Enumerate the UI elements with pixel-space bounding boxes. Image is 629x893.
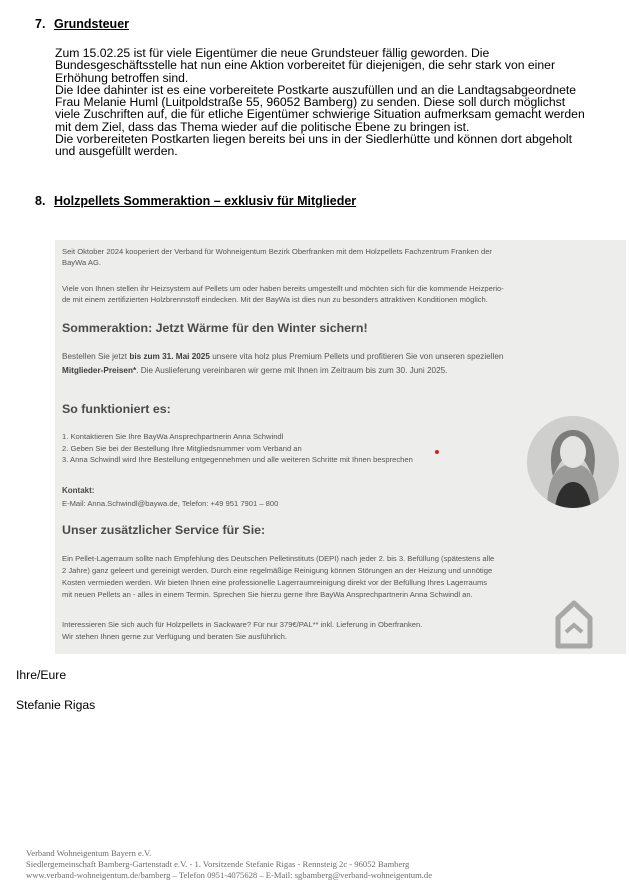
footer-line-1: Verband Wohneigentum Bayern e.V.: [26, 848, 152, 858]
section-7-paragraph-2: Die Idee dahinter ist es eine vorbereitete Postkarte auszufüllen und an die Landtagsabgeordnete Frau Melanie Huml (Luitpoldstraße 55, 96052 Bamberg) zu senden. Diese soll durch möglichst viele Zuschriften auf, die für etliche Eigentümer schwierige Situation aufmerksam gemacht werden mit dem Ziel, dass das Thema wieder auf die politische Ebene zu bringen ist.: [55, 82, 585, 134]
signatory-name: Stefanie Rigas: [16, 698, 96, 712]
section-7-number: 7.: [35, 17, 46, 31]
flyer-contact-line: E-Mail: Anna.Schwindl@baywa.de, Telefon: +49 951 7901 – 800: [62, 499, 279, 508]
red-dot-mark: [435, 450, 439, 454]
flyer-heading-sommeraktion: Sommeraktion: Jetzt Wärme für den Winter sichern!: [62, 321, 368, 335]
closing-greeting: Ihre/Eure: [16, 668, 67, 682]
flyer-service-text: Ein Pellet-Lagerraum sollte nach Empfehlung des Deutschen Pelletinstituts (DEPI) nach jeder 2. bis 3. Befüllung (spätestens alle 2 Jahre) ganz geleert und gereinigt werden. Durch eine regelmäßige Reinigung können Störungen an der Heizung und unnötige Kosten vermieden werden. Wir bieten Ihnen eine professionelle Lagerraumreinigung direkt vor der Befüllung Ihres Lagerraums mit neuen Pellets an - alles in einem Termin. Sprechen Sie hierzu gerne Ihre BayWa Ansprechpartnerin Anna Schwindl an.: [62, 554, 495, 599]
section-7-title: Grundsteuer: [54, 17, 130, 31]
flyer-step: 2. Geben Sie bei der Bestellung Ihre Mitgliedsnummer vom Verband an: [62, 443, 302, 453]
flyer-step: 3. Anna Schwindl wird Ihre Bestellung entgegennehmen und alle weiteren Schritte mit Ihnen besprechen: [62, 455, 413, 464]
section-7-paragraph-3: Die vorbereiteten Postkarten liegen bereits bei uns in der Siedlerhütte und können dort abgeholt und ausgefüllt werden.: [55, 132, 572, 159]
section-7-paragraph-1: Zum 15.02.25 ist für viele Eigentümer die neue Grundsteuer fällig geworden. Die Bundesgeschäftsstelle hat nun eine Aktion vorbereitet für diejenigen, die sehr stark von einer Erhöhung betroffen sind.: [55, 46, 555, 85]
flyer-steps-list: [62, 431, 413, 466]
contact-person-photo: [527, 416, 619, 508]
person-portrait-icon: [527, 416, 619, 508]
flyer-closing-text: Interessieren Sie sich auch für Holzpellets in Sackware? Für nur 379€/PAL** inkl. Lieferung in Oberfranken. Wir stehen Ihnen gerne zur Verfügung und beraten Sie ausführlich.: [62, 620, 423, 641]
letter-footer: [26, 848, 616, 881]
section-8-heading: [35, 194, 356, 208]
flyer-intro-2: Viele von Ihnen stellen ihr Heizsystem auf Pellets um oder haben bereits umgestellt und möchten sich für die kommende Heizperio- de mit einem zertifizierten Holzbrennstoff eindecken. Mit der BayWa ist dies nun zu besonders attraktiven Konditionen möglich.: [62, 284, 504, 304]
footer-line-3: www.verband-wohneigentum.de/bamberg – Telefon 0951-4075628 – E-Mail: sgbamberg@verband-wohneigentum.de: [26, 870, 433, 880]
flyer-offer-text: Bestellen Sie jetzt bis zum 31. Mai 2025 unsere vita holz plus Premium Pellets und profitieren Sie von unseren speziellen Mitglieder-Preisen*. Die Auslieferung vereinbaren wir gerne mit Ihnen im Zeitraum bis zum 30. Juni 2025.: [62, 352, 504, 375]
section-8-title: Holzpellets Sommeraktion – exklusiv für Mitglieder: [54, 194, 357, 208]
baywa-flyer-image: [55, 240, 626, 654]
section-7-heading: [35, 17, 129, 31]
flyer-intro: Seit Oktober 2024 kooperiert der Verband für Wohneigentum Bezirk Oberfranken mit dem Holzpellets Fachzentrum Franken der BayWa AG.: [62, 247, 492, 267]
section-7-body: [55, 47, 625, 158]
flyer-step: 1. Kontaktieren Sie Ihre BayWa Ansprechpartnerin Anna Schwindl: [62, 432, 284, 441]
house-logo-icon: [552, 598, 596, 650]
footer-line-2: Siedlergemeinschaft Bamberg-Gartenstadt e.V. - 1. Vorsitzende Stefanie Rigas - Rennsteig 2c - 96052 Bamberg: [26, 859, 410, 869]
section-8-number: 8.: [35, 194, 46, 208]
flyer-contact-label: Kontakt:: [62, 486, 95, 495]
flyer-heading-how-it-works: So funktioniert es:: [62, 402, 171, 416]
flyer-heading-service: Unser zusätzlicher Service für Sie:: [62, 523, 266, 537]
